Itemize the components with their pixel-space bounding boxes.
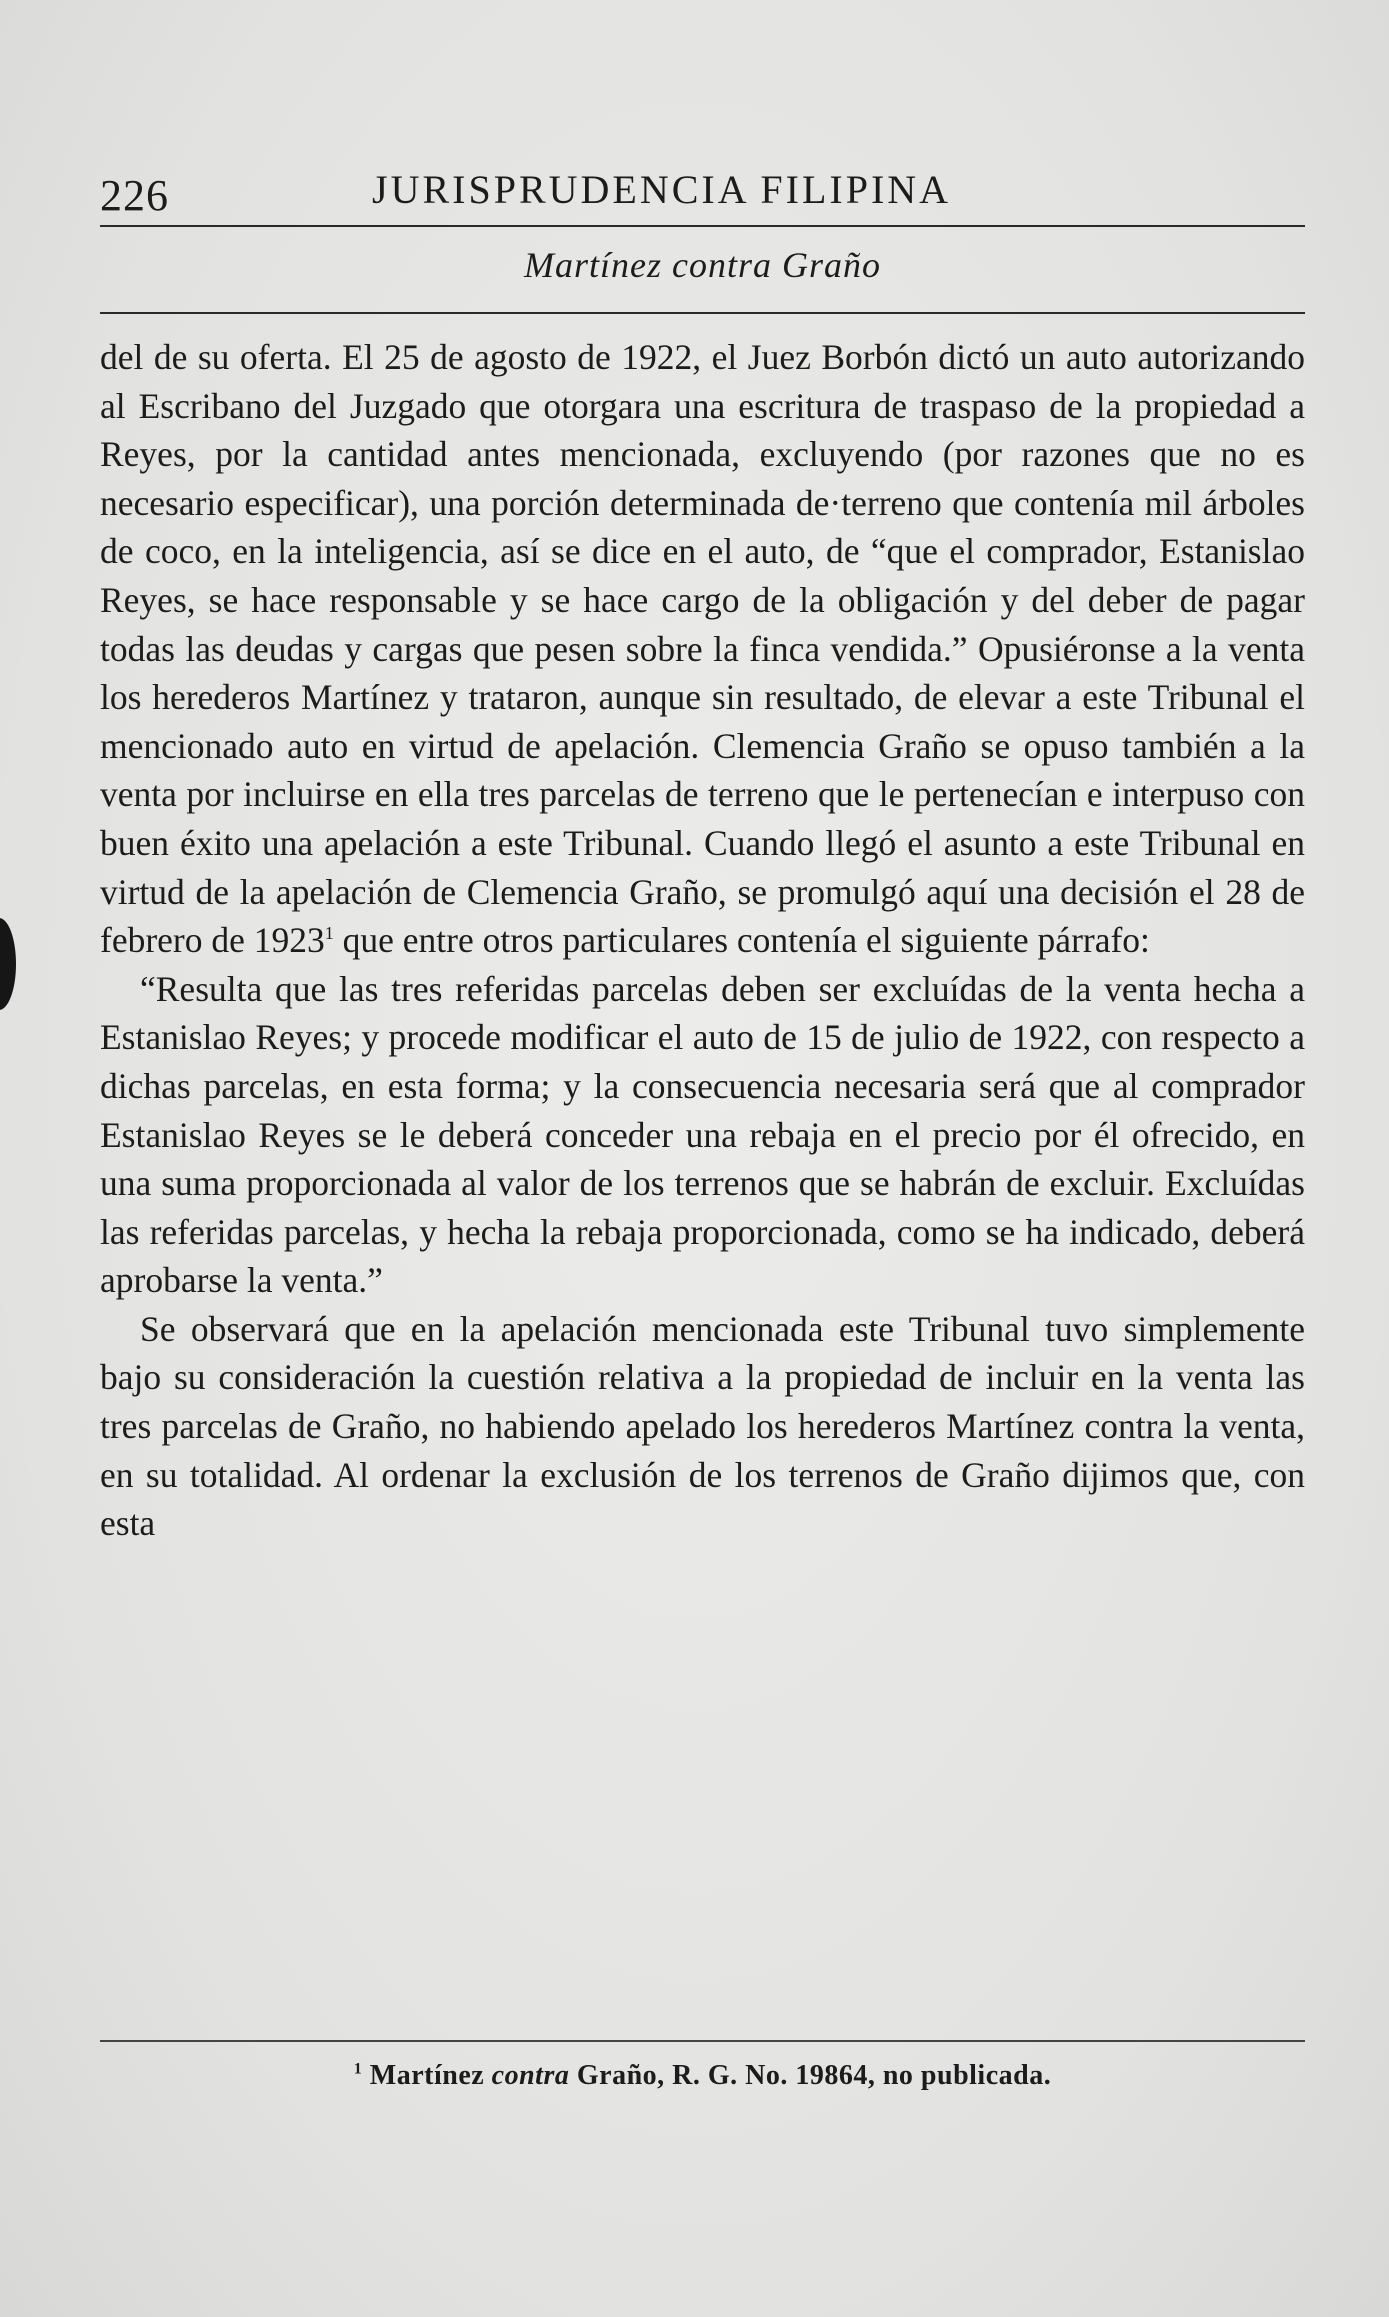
footnote (100, 2060, 1305, 2092)
header-rule (100, 225, 1305, 227)
case-title-rule (100, 312, 1305, 314)
page-edge-shadow (0, 918, 16, 1010)
case-title: Martínez contra Graño (524, 245, 881, 285)
paragraph-1-text: del de su oferta. El 25 de agosto de 1922, el Juez Borbón dictó un auto autorizando al Escribano del Juzgado que otorgara una escritura de traspaso de la propiedad a Reyes, por la cantidad antes mencionada, excluyendo (por razones que no es necesario especificar), una porción determinada de·terreno que contenía mil árboles de coco, en la inteligencia, así se dice en el auto, de “que el comprador, Estanislao Reyes, se hace responsable y se hace cargo de la obligación y del deber de pagar todas las deudas y cargas que pesen sobre la finca vendida.” Opusiéronse a la venta los herederos Martínez y trataron, aunque sin resultado, de elevar a este Tribunal el mencionado auto en virtud de apelación. Clemencia Graño se opuso también a la venta por incluirse en ella tres parcelas de terreno que le pertenecían e interpuso con buen éxito una apelación a este Tribunal. Cuando llegó el asunto a este Tribunal en virtud de la apelación de Clemencia Graño, se promulgó aquí una decisión el 28 de febrero de 1923 (100, 337, 1305, 961)
footnote-rule (100, 2040, 1305, 2042)
running-header (100, 162, 1305, 222)
paragraph-1-text-end: que entre otros particulares contenía el siguiente párrafo: (333, 920, 1150, 961)
footnote-text-b: Graño, R. G. No. 19864, no publicada. (569, 2060, 1052, 2091)
paragraph-3: Se observará que en la apelación mencionada este Tribunal tuvo simplemente bajo su consideración la cuestión relativa a la propiedad de incluir en la venta las tres parcelas de Graño, no habiendo apelado los herederos Martínez contra la venta, en su totalidad. Al ordenar la exclusión de los terrenos de Graño dijimos que, con esta (100, 1308, 1305, 1544)
body-text (100, 333, 1305, 1548)
page-number: 226 (100, 171, 169, 220)
journal-title: JURISPRUDENCIA FILIPINA (372, 167, 952, 212)
footnote-text-a: Martínez (369, 2060, 492, 2091)
paragraph-1 (100, 333, 1305, 965)
footnote-reference: 1 (324, 923, 334, 944)
quoted-paragraph: “Resulta que las tres referidas parcelas deben ser excluídas de la venta hecha a Estanislao Reyes; y procede modificar el auto de 15 de julio de 1922, con respecto a dichas parcelas, en esta forma; y la consecuencia necesaria será que al comprador Estanislao Reyes se le deberá conceder una rebaja en el precio por él ofrecido, en una suma proporcionada al valor de los terrenos que se habrán de excluir. Excluídas las referidas parcelas, y hecha la rebaja proporcionada, como se ha indicado, deberá aprobarse la venta.” (100, 968, 1305, 1301)
footnote-marker: 1 (353, 2060, 363, 2078)
footnote-text-italic: contra (491, 2060, 570, 2091)
